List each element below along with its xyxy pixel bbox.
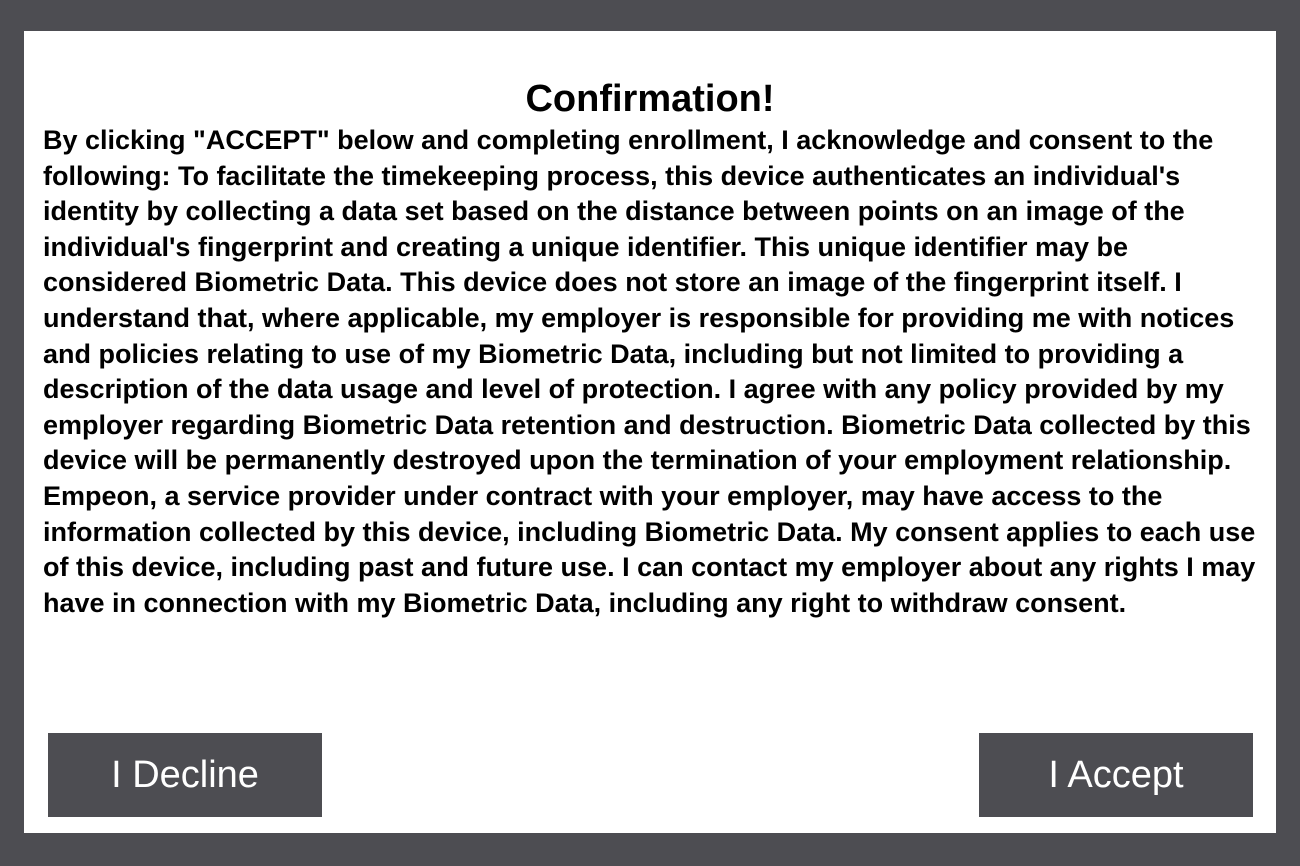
confirmation-dialog xyxy=(24,31,1276,833)
decline-button[interactable]: I Decline xyxy=(48,733,322,817)
consent-text: By clicking "ACCEPT" below and completing enrollment, I acknowledge and consent to the following: To facilitate the timekeeping process, this device authenticates an individual's identity by collecting a data set based on the distance between points on an image of the individual's fingerprint and creating a unique identifier. This unique identifier may be considered Biometric Data. This device does not store an image of the fingerprint itself. I understand that, where applicable, my employer is responsible for providing me with notices and policies relating to use of my Biometric Data, including but not limited to providing a description of the data usage and level of protection. I agree with any policy provided by my employer regarding Biometric Data retention and destruction. Biometric Data collected by this device will be permanently destroyed upon the termination of your employment relationship. Empeon, a service provider under contract with your employer, may have access to the information collected by this device, including Biometric Data. My consent applies to each use of this device, including past and future use. I can contact my employer about any rights I may have in connection with my Biometric Data, including any right to withdraw consent. xyxy=(43,125,1256,618)
accept-button[interactable]: I Accept xyxy=(979,733,1253,817)
dialog-title: Confirmation! xyxy=(525,78,775,120)
